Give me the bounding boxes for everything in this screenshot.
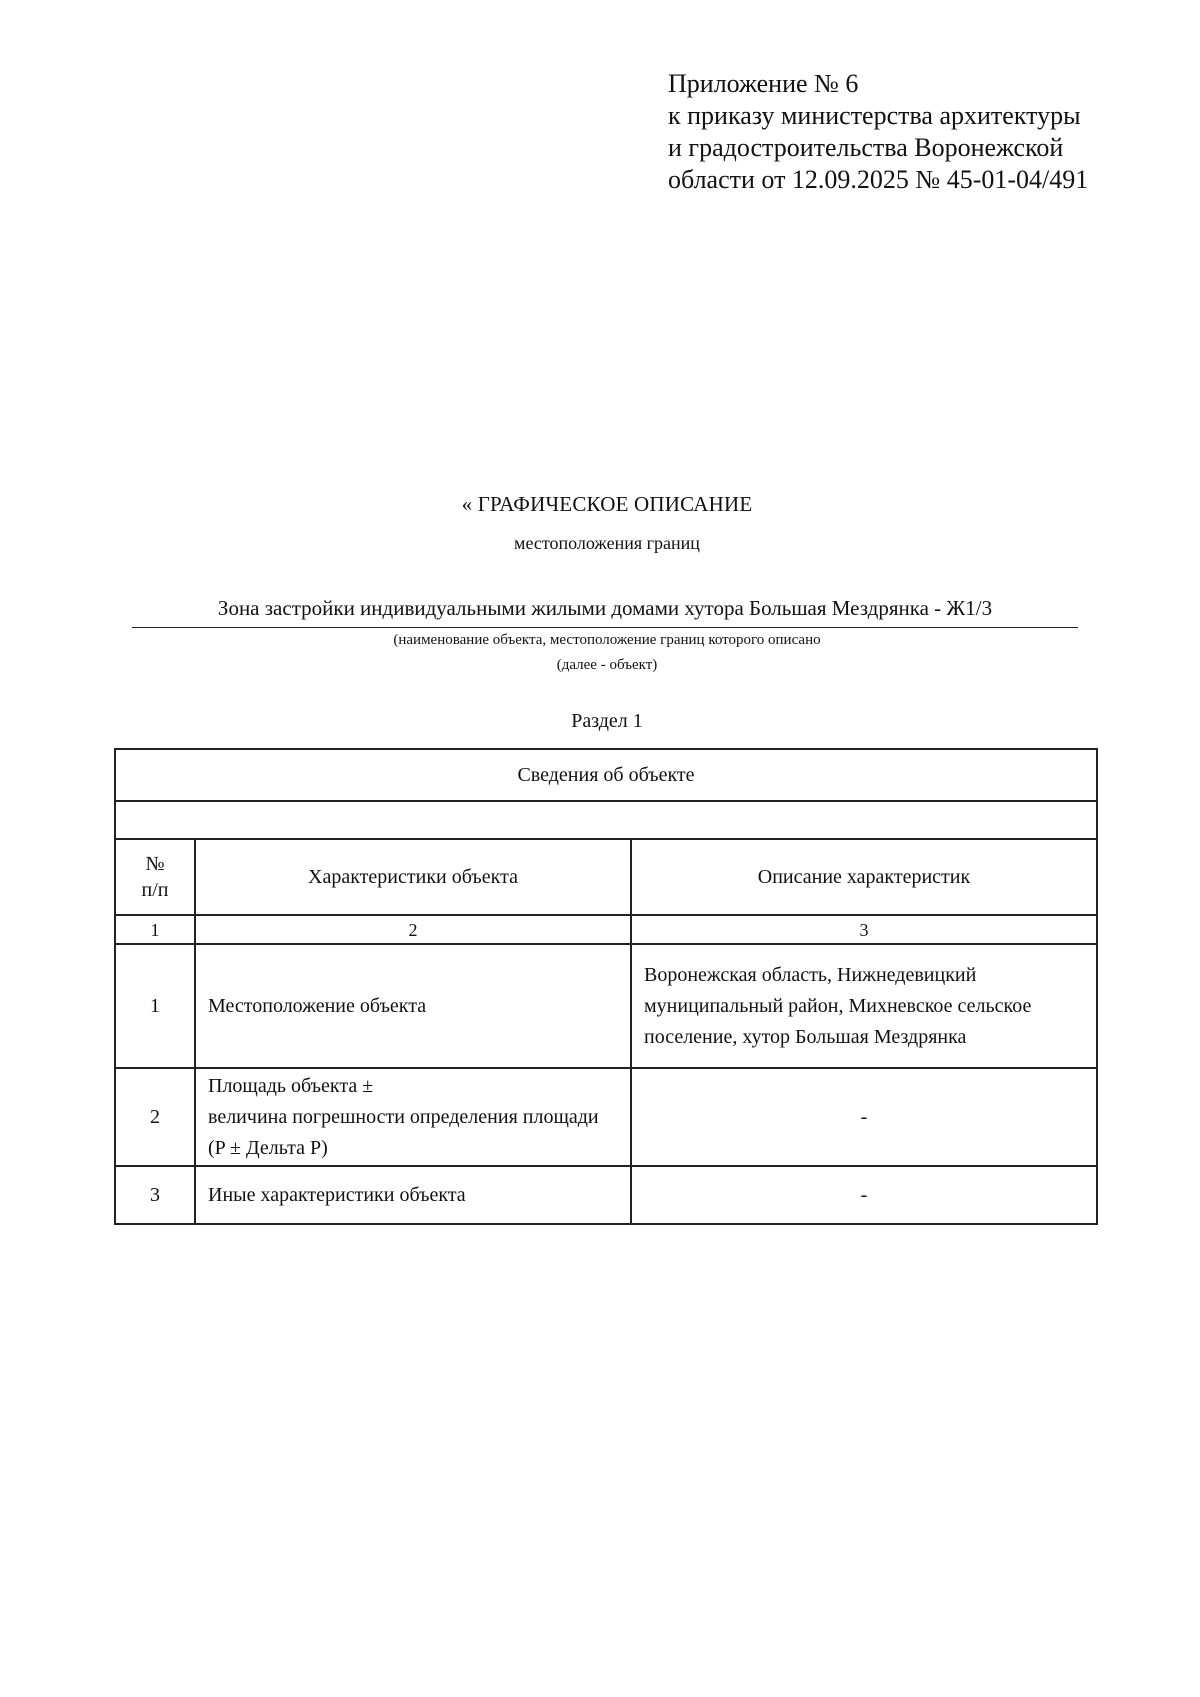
appendix-line: Приложение № 6 — [668, 69, 859, 98]
table-row — [115, 1166, 1097, 1224]
row-description: - — [631, 1166, 1097, 1224]
table-empty-cell — [115, 801, 1097, 839]
table-heading-row — [115, 749, 1097, 801]
table-heading: Сведения об объекте — [115, 749, 1097, 801]
object-name: Зона застройки индивидуальными жилыми домами хутора Большая Мездрянка - Ж1/3 — [217, 596, 993, 620]
object-caption-line2: (далее - объект) — [556, 657, 658, 673]
object-caption-line1: (наименование объекта, местоположение границ которого описано — [393, 632, 821, 648]
row-characteristic: Местоположение объекта — [195, 944, 631, 1068]
row-description: - — [631, 1068, 1097, 1166]
column-number: 2 — [195, 915, 631, 944]
document-title: « ГРАФИЧЕСКОЕ ОПИСАНИЕ — [461, 492, 753, 516]
appendix-line: и градостроительства Воронежской — [668, 133, 1064, 162]
table-empty-row — [115, 801, 1097, 839]
row-number: 1 — [115, 944, 195, 1068]
column-number: 1 — [115, 915, 195, 944]
column-header-characteristic: Характеристики объекта — [195, 839, 631, 915]
row-characteristic: Площадь объекта ± величина погрешности определения площади (P ± Дельта P) — [195, 1068, 631, 1166]
section-label: Раздел 1 — [571, 710, 643, 732]
row-characteristic: Иные характеристики объекта — [195, 1166, 631, 1224]
row-number: 3 — [115, 1166, 195, 1224]
table-row — [115, 944, 1097, 1068]
column-header-description: Описание характеристик — [631, 839, 1097, 915]
document-subtitle: местоположения границ — [514, 533, 700, 553]
appendix-line: области от 12.09.2025 № 45-01-04/491 — [668, 165, 1089, 194]
table-column-number-row — [115, 915, 1097, 944]
appendix-note — [668, 68, 1088, 196]
column-header-num: № п/п — [115, 839, 195, 915]
appendix-line: к приказу министерства архитектуры — [668, 101, 1081, 130]
object-name-underline — [132, 627, 1078, 628]
row-number: 2 — [115, 1068, 195, 1166]
row-description: Воронежская область, Нижнедевицкий муниципальный район, Михневское сельское поселение, хутор Большая Мездрянка — [631, 944, 1097, 1068]
table-column-header-row — [115, 839, 1097, 915]
column-number: 3 — [631, 915, 1097, 944]
object-info-table — [114, 748, 1098, 1225]
table-row — [115, 1068, 1097, 1166]
